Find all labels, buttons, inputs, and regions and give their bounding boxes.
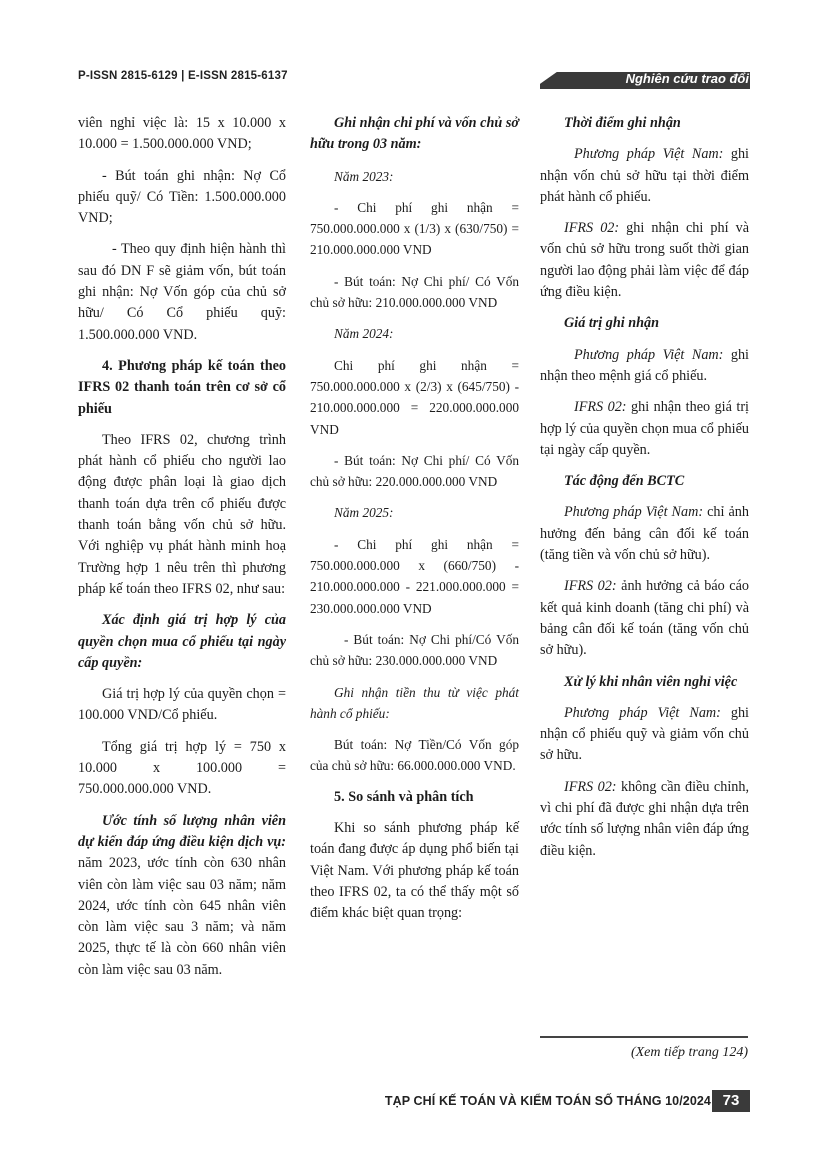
subheading: Ghi nhận chi phí và vốn chủ sở hữu trong 03 năm: [310, 115, 519, 153]
method-label: IFRS 02: [564, 778, 617, 795]
method-label: Phương pháp Việt Nam: [564, 504, 704, 521]
paragraph: - Bút toán: Nợ Chi phí/Có Vốn chủ sở hữu: 230.000.000.000 VND [310, 631, 519, 669]
paragraph [540, 397, 749, 461]
paragraph: Chi phí ghi nhận = 750.000.000.000 x (2/3) x (645/750) - 210.000.000.000 = 220.000.000.000 VND [310, 357, 519, 437]
subheading: Xác định giá trị hợp lý của quyền chọn mua cổ phiếu tại ngày cấp quyền: [78, 612, 286, 671]
journal-footer: TẠP CHÍ KẾ TOÁN VÀ KIỂM TOÁN SỐ THÁNG 10/2024 [384, 1094, 711, 1108]
subheading: Xử lý khi nhân viên nghỉ việc [564, 673, 738, 690]
inline-text: ghi nhận theo mệnh giá cổ phiếu. [540, 346, 749, 384]
year-label: Năm 2023: [334, 168, 394, 184]
paragraph: - Bút toán: Nợ Chi phí/ Có Vốn chủ sở hữu: 220.000.000.000 VND [310, 452, 519, 490]
inline-text: ghi nhận vốn chủ sở hữu tại thời điểm phát hành cổ phiếu. [540, 146, 749, 205]
paragraph: Khi so sánh phương pháp kế toán đang được áp dụng phổ biến tại Việt Nam. Với phương pháp kế toán theo IFRS 02, ta có thể thấy một số điểm khác biệt quan trọng: [310, 820, 519, 922]
method-label: IFRS 02: [564, 220, 620, 237]
year-label: Năm 2024: [334, 326, 394, 342]
issn-line: P-ISSN 2815-6129 | E-ISSN 2815-6137 [78, 70, 288, 82]
inline-text: ghi nhận cổ phiếu quỹ và giảm vốn chủ sở hữu. [540, 704, 749, 764]
method-label: IFRS 02: [574, 399, 627, 416]
paragraph: Bút toán: Nợ Tiền/Có Vốn góp của chủ sở hữu: 66.000.000.000 VND. [310, 737, 519, 774]
paragraph [540, 703, 749, 767]
column-2 [310, 113, 519, 935]
subheading: Ghi nhận tiền thu từ việc phát hành cổ phiếu: [310, 684, 519, 721]
inline-heading: Ước tính số lượng nhân viên dự kiến đáp ứng điều kiện dịch vụ: [78, 812, 286, 850]
section-title: Nghiên cứu trao đổi [625, 71, 749, 86]
inline-text: ảnh hưởng cả báo cáo kết quả kinh doanh (tăng chi phí) và bảng cân đối kế toán (tăng vốn chủ sở hữu). [540, 578, 749, 659]
divider [540, 1036, 748, 1038]
inline-text: ghi nhận theo giá trị hợp lý của quyền chọn mua cổ phiếu tại ngày cấp quyền. [540, 399, 749, 458]
paragraph [540, 218, 749, 303]
subheading: Giá trị ghi nhận [564, 315, 660, 332]
method-label: Phương pháp Việt Nam: [574, 146, 724, 163]
paragraph: Tổng giá trị hợp lý = 750 x 10.000 x 100.000 = 750.000.000.000 VND. [78, 738, 286, 798]
paragraph [540, 502, 749, 566]
method-label: Phương pháp Việt Nam: [574, 346, 724, 363]
paragraph: - Bút toán: Nợ Chi phí/ Có Vốn chủ sở hữu: 210.000.000.000 VND [310, 273, 519, 311]
column-3 [540, 113, 749, 872]
inline-text: không cần điều chỉnh, vì chi phí đã được ghi nhận dựa trên ước tính số lượng nhân viên đáp ứng điều kiện. [540, 778, 749, 859]
column-1 [78, 113, 286, 991]
paragraph [540, 777, 749, 862]
paragraph: - Theo quy định hiện hành thì sau đó DN F sẽ giảm vốn, bút toán ghi nhận: Nợ Vốn góp của chủ sở hữu/ Có Cổ phiếu quỹ: 1.500.000.000 VND. [78, 241, 286, 343]
inline-text: chỉ ảnh hưởng đến bảng cân đối kế toán (tăng tiền và vốn chủ sở hữu). [540, 504, 749, 564]
subheading: Thời điểm ghi nhận [564, 115, 681, 131]
paragraph: - Chi phí ghi nhận = 750.000.000.000 x (1/3) x (630/750) = 210.000.000.000 VND [310, 199, 519, 258]
paragraph: - Chi phí ghi nhận = 750.000.000.000 x (660/750) - 210.000.000.000 - 221.000.000.000 = 230.000.000.000 VND [310, 536, 519, 616]
paragraph [78, 811, 286, 981]
method-label: Phương pháp Việt Nam: [564, 704, 721, 721]
continued-note: (Xem tiếp trang 124) [630, 1045, 748, 1060]
section-heading: 5. So sánh và phân tích [334, 788, 474, 805]
paragraph: viên nghỉ việc là: 15 x 10.000 x 10.000 = 1.500.000.000 VND; [78, 115, 286, 153]
paragraph: Theo IFRS 02, chương trình phát hành cổ phiếu cho người lao động được phân loại là giao dịch thanh toán dựa trên cổ phiếu được thanh toán bằng vốn chủ sở hữu. Với nghiệp vụ phát hành minh hoạ Trường hợp 1 nêu trên thì phương pháp kế toán theo IFRS 02, như sau: [78, 431, 286, 597]
paragraph: Giá trị hợp lý của quyền chọn = 100.000 VND/Cổ phiếu. [78, 686, 286, 724]
section-heading: 4. Phương pháp kế toán theo IFRS 02 thanh toán trên cơ sở cổ phiếu [78, 357, 286, 417]
year-label: Năm 2025: [334, 505, 394, 521]
method-label: IFRS 02: [564, 578, 617, 595]
inline-text: năm 2023, ước tính còn 630 nhân viên còn làm việc sau 03 năm; năm 2024, ước tính còn 645 nhân viên còn làm việc sau 3 năm; và năm 2025, thực tế là còn 660 nhân viên còn làm việc sau 03 năm. [78, 855, 286, 978]
paragraph [540, 345, 749, 388]
paragraph [540, 144, 749, 208]
inline-text: ghi nhận chi phí và vốn chủ sở hữu trong suốt thời gian người lao động phải làm việc để đáp ứng điều kiện. [540, 220, 749, 301]
page-number: 73 [712, 1090, 750, 1112]
paragraph [540, 576, 749, 661]
subheading: Tác động đến BCTC [564, 473, 685, 490]
paragraph: - Bút toán ghi nhận: Nợ Cổ phiếu quỹ/ Có Tiền: 1.500.000.000 VND; [78, 167, 286, 227]
